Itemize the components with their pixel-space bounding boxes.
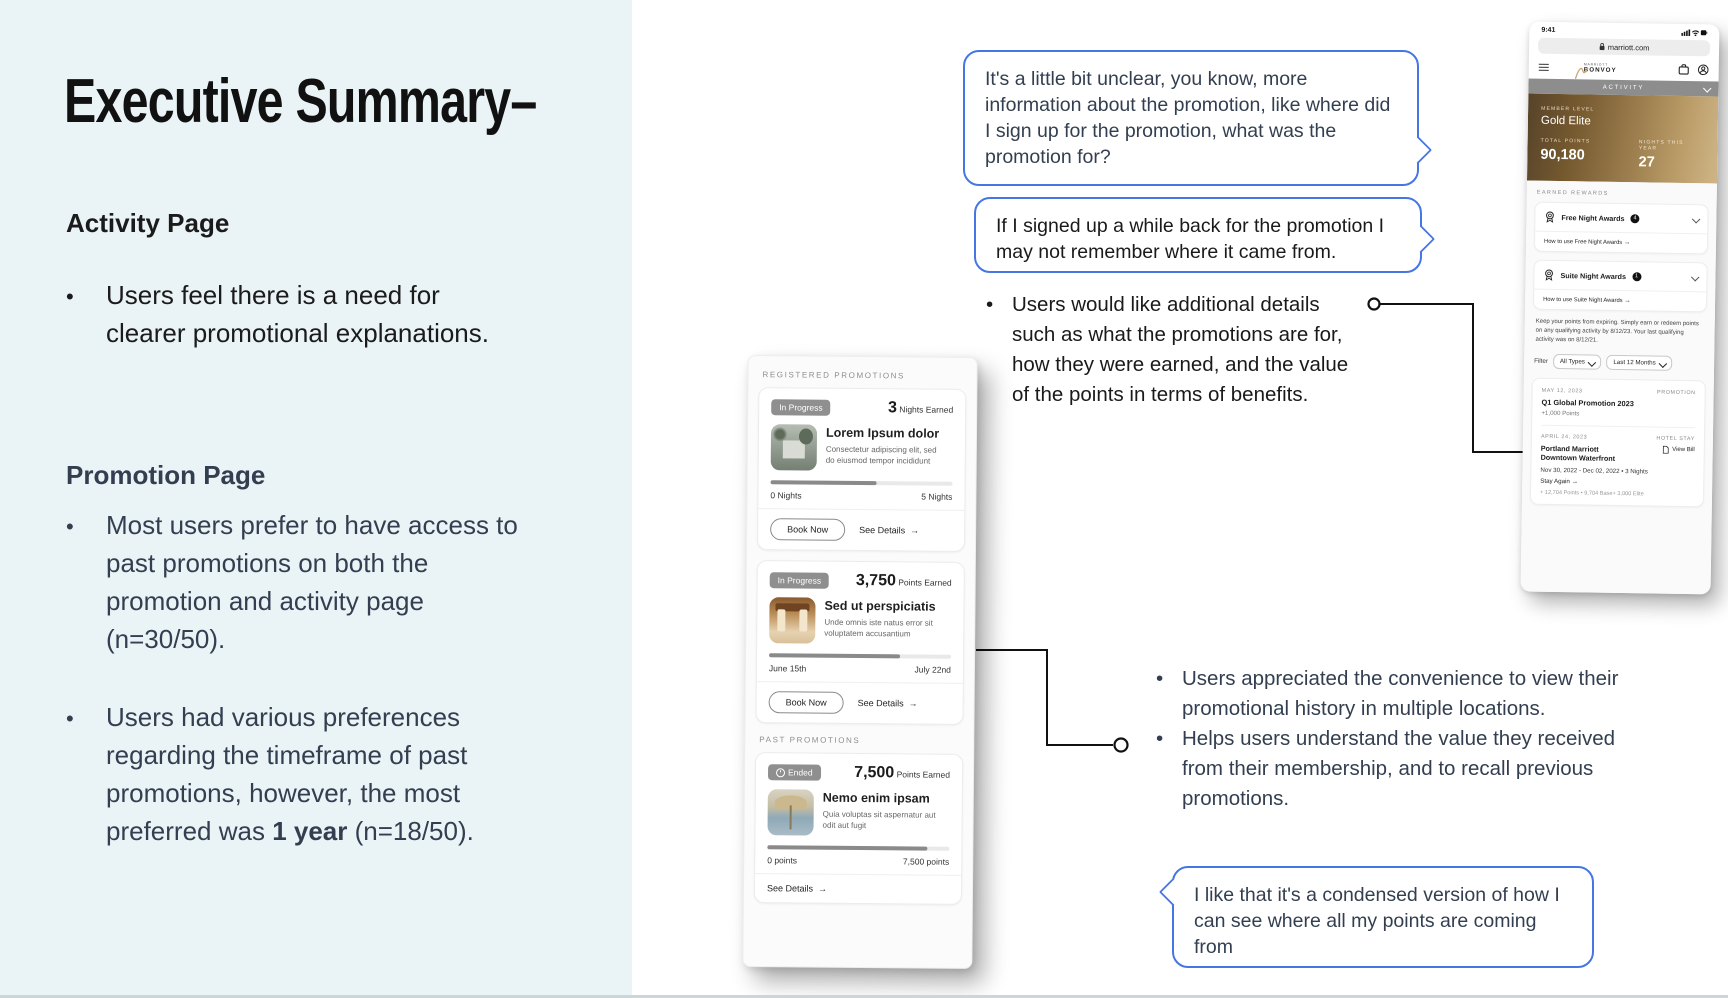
promo-description: Consectetur adipiscing elit, sed do eiusmod tempor incididunt <box>825 444 937 466</box>
progress-max-label: 5 Nights <box>921 491 953 502</box>
arrow-icon: → <box>1571 478 1579 486</box>
member-level-label: MEMBER LEVEL <box>1541 105 1595 113</box>
arrow-icon: → <box>1623 239 1631 247</box>
suite-night-awards-row[interactable]: Suite Night Awards 1 <box>1534 261 1706 292</box>
activity-bullet: • Users feel there is a need for clearer promotional explanations. <box>66 276 524 352</box>
book-now-button[interactable]: Book Now <box>769 691 844 714</box>
arrow-icon: → <box>1624 297 1631 305</box>
arrow-icon: → <box>910 525 920 536</box>
count-badge: 1 <box>1632 272 1641 281</box>
bullet-marker <box>1156 664 1182 724</box>
status-icons <box>1681 28 1707 36</box>
bullet-marker <box>66 698 106 850</box>
member-level-value: Gold Elite <box>1540 114 1591 128</box>
nights-value: 27 <box>1638 154 1655 171</box>
promo-thumbnail <box>769 597 815 643</box>
free-night-awards-card <box>1534 202 1709 255</box>
bubble-tail <box>1404 136 1432 164</box>
bullet-marker <box>1156 724 1182 814</box>
how-to-use-link[interactable]: How to use Free Night Awards → <box>1535 231 1707 254</box>
menu-icon[interactable] <box>1539 63 1549 71</box>
quote-bubble-2: If I signed up a while back for the promotion I may not remember where it came from. <box>974 197 1422 273</box>
divider <box>1541 425 1695 428</box>
activity-date: APRIL 24, 2023 <box>1540 433 1588 441</box>
activity-list-card <box>1530 378 1706 508</box>
suite-night-awards-card <box>1533 260 1708 313</box>
progress-min-label: June 15th <box>768 663 807 674</box>
luggage-icon[interactable] <box>1678 64 1690 75</box>
earned-rewards-label: EARNED REWARDS <box>1536 189 1609 197</box>
total-points-label: TOTAL POINTS <box>1540 137 1591 145</box>
activity-item-hotel-stay[interactable] <box>1540 434 1695 498</box>
bubble-tail <box>1407 225 1435 253</box>
marriott-bonvoy-logo: MARRIOTT BONVOY <box>1584 62 1617 74</box>
promotion-page-heading: Promotion Page <box>66 460 266 490</box>
nights-earned-stat: 3 Nights Earned <box>887 399 954 417</box>
clock-icon <box>776 768 785 777</box>
activity-nav-bar[interactable]: ACTIVITY <box>1528 79 1718 97</box>
progress-bar <box>769 653 951 659</box>
promo-card-past <box>754 752 963 905</box>
activity-page-heading: Activity Page <box>66 208 230 238</box>
view-bill-link[interactable]: View Bill <box>1663 446 1695 454</box>
quote-bubble-1: It's a little bit unclear, you know, more information about the promotion, like where did I sign up for the promotion, what was the promotion for? <box>963 50 1419 186</box>
summary-panel <box>0 0 632 998</box>
filter-label: Filter <box>1534 357 1548 365</box>
status-badge: In Progress <box>770 572 830 589</box>
history-finding-bullets <box>1156 664 1640 814</box>
see-details-link[interactable]: See Details → <box>766 883 828 894</box>
promo-description: Unde omnis iste natus error sit voluptatem accusantium <box>824 617 933 639</box>
progress-bar <box>767 845 949 851</box>
total-points-value: 90,180 <box>1540 146 1585 164</box>
promotions-mockup <box>742 355 977 969</box>
promo-description: Quia voluptas sit aspernatur aut odit aut fugit <box>822 809 936 831</box>
document-icon <box>1663 446 1669 454</box>
status-badge: Ended <box>768 764 821 780</box>
free-night-awards-row[interactable]: Free Night Awards 4 <box>1535 203 1707 234</box>
count-badge: 4 <box>1630 214 1639 223</box>
points-earned-stat: 3,750 Points Earned <box>855 571 952 590</box>
arrow-icon: → <box>818 883 828 894</box>
promotion-bullet-1: • Most users prefer to have access to past promotions on both the promotion and activity page (n=30/50). <box>66 506 524 658</box>
nights-label: NIGHTS THIS YEAR <box>1638 139 1684 152</box>
bullet-marker <box>66 506 106 658</box>
arrow-icon: → <box>908 698 918 709</box>
promo-title: Lorem Ipsum dolor <box>825 425 940 441</box>
chevron-down-icon <box>1692 215 1700 223</box>
promo-thumbnail <box>771 424 817 470</box>
bullet-marker <box>986 290 1012 410</box>
bubble-tail <box>1159 878 1187 906</box>
connector-line-2 <box>976 650 1113 745</box>
connector-endpoint-icon <box>1369 299 1380 310</box>
url-text: marriott.com <box>1607 42 1650 52</box>
activity-date: MAY 12, 2023 <box>1541 387 1583 395</box>
progress-max-label: 7,500 points <box>902 856 950 867</box>
how-to-use-link[interactable]: How to use Suite Night Awards → <box>1534 289 1706 312</box>
page-title: Executive Summary– <box>64 67 537 136</box>
history-bullet-2: • Helps users understand the value they received from their membership, and to recall previous promotions. <box>1156 724 1640 814</box>
chevron-down-icon <box>1659 359 1667 367</box>
chevron-down-icon <box>1691 273 1699 281</box>
promo-card-registered-1 <box>757 387 966 552</box>
quote-bubble-3: I like that it's a condensed version of how I can see where all my points are coming from <box>1172 866 1594 968</box>
points-breakdown: + 12,704 Points • 9,704 Base+ 3,000 Elite <box>1540 489 1644 498</box>
stay-again-link[interactable]: Stay Again → <box>1540 477 1579 486</box>
see-details-link[interactable]: See Details → <box>859 524 920 536</box>
activity-type: PROMOTION <box>1656 389 1696 397</box>
stay-dates: Nov 30, 2022 - Dec 02, 2022 • 3 Nights <box>1540 466 1648 476</box>
script-flourish-icon <box>1574 64 1596 80</box>
points-earned-stat: 7,500 Points Earned <box>854 763 951 782</box>
past-promotions-label: PAST PROMOTIONS <box>759 735 861 746</box>
history-bullet-1: • Users appreciated the convenience to view their promotional history in multiple locations. <box>1156 664 1640 724</box>
activity-type: HOTEL STAY <box>1656 435 1695 443</box>
promo-card-registered-2 <box>755 560 964 725</box>
lock-icon <box>1599 43 1605 51</box>
promotion-bullet-2: • Users had various preferences regarding the timeframe of past promotions, however, the most preferred was 1 year (n=18/50). <box>66 698 524 850</box>
chevron-down-icon <box>1703 84 1711 92</box>
connector-endpoint-icon <box>1115 739 1128 752</box>
phone-mockup <box>1521 22 1720 595</box>
promo-thumbnail <box>767 789 813 835</box>
member-status-banner <box>1527 94 1718 184</box>
details-finding-bullet: • Users would like additional details such as what the promotions are for, how they were earned, and the value of the points in terms of benefits. <box>986 290 1358 410</box>
progress-bar <box>771 480 953 486</box>
activity-item-promotion[interactable] <box>1541 388 1695 419</box>
activity-points: +1,000 Points <box>1541 409 1580 418</box>
promo-title: Nemo enim ipsam <box>822 790 930 806</box>
filter-type-dropdown[interactable]: All Types <box>1553 354 1602 370</box>
points-expiry-note: Keep your points from expiring. Simply earn or redeem points on any qualifying activity by 8/12/23. Your last qualifying activity was on 8/12/21. <box>1535 318 1699 344</box>
progress-max-label: July 22nd <box>914 664 951 675</box>
account-icon[interactable] <box>1698 64 1709 75</box>
status-badge: In Progress <box>771 399 831 416</box>
activity-title: Portland Marriott Downtown Waterfront <box>1540 443 1616 463</box>
browser-url-bar[interactable] <box>1538 38 1710 57</box>
connector-line-1 <box>1380 304 1532 452</box>
chevron-down-icon <box>1588 358 1596 366</box>
registered-promotions-label: REGISTERED PROMOTIONS <box>762 370 906 381</box>
progress-min-label: 0 Nights <box>770 490 802 501</box>
status-time: 9:41 <box>1541 26 1556 34</box>
progress-min-label: 0 points <box>767 855 798 866</box>
bullet-marker <box>66 276 106 352</box>
filter-range-dropdown[interactable]: Last 12 Months <box>1606 355 1672 371</box>
award-icon <box>1544 211 1555 223</box>
award-icon <box>1543 269 1554 281</box>
activity-title: Q1 Global Promotion 2023 <box>1541 397 1634 409</box>
see-details-link[interactable]: See Details → <box>857 697 918 709</box>
book-now-button[interactable]: Book Now <box>770 518 845 541</box>
promo-title: Sed ut perspiciatis <box>824 598 936 614</box>
